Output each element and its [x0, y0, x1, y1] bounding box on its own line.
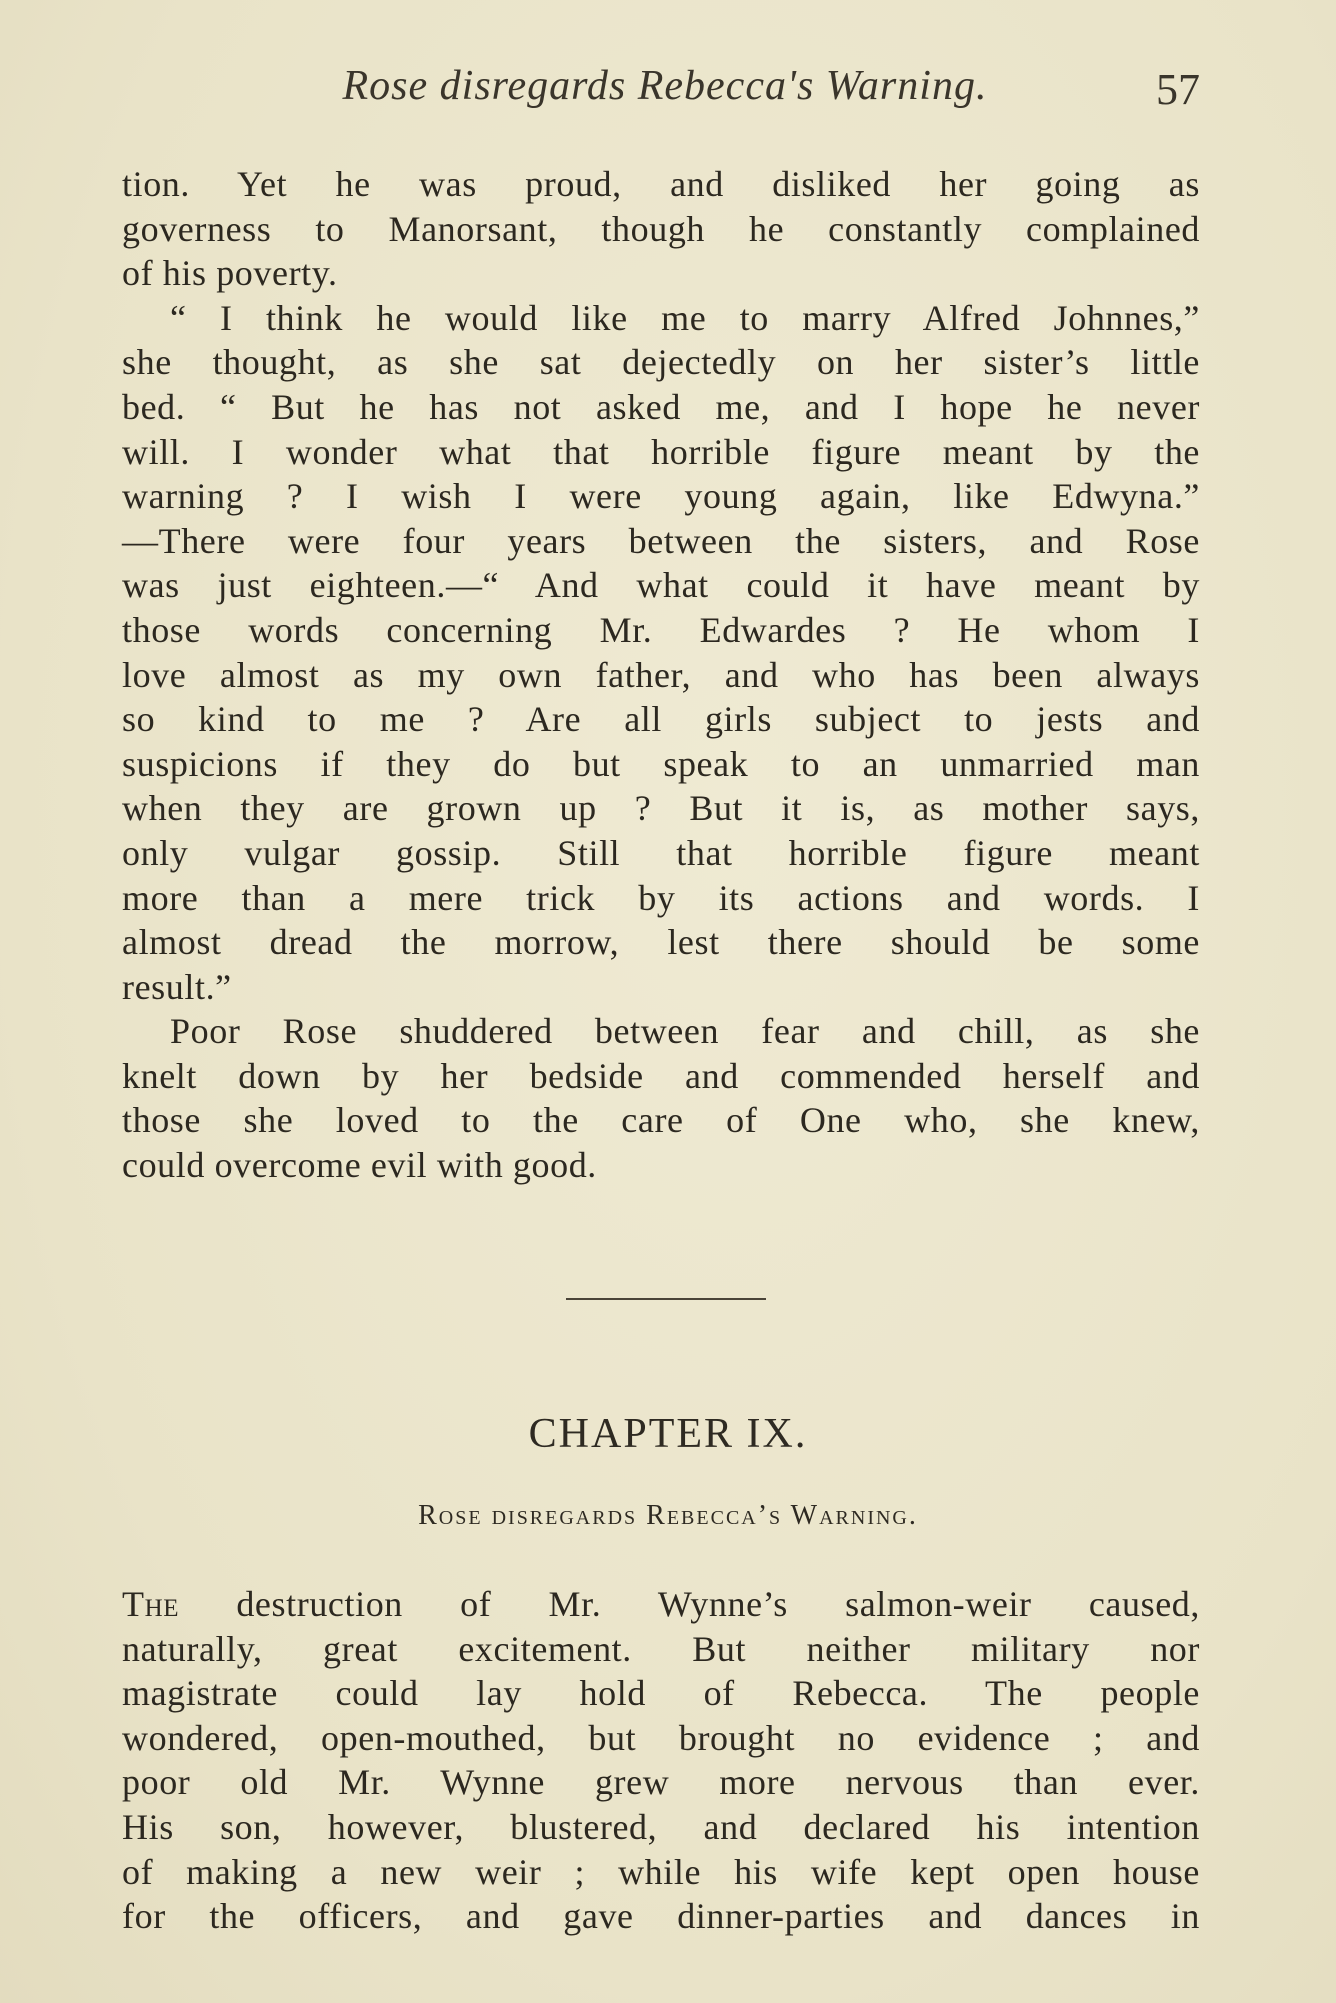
- text-line: more than a mere trick by its actions and words. I: [122, 877, 1200, 918]
- text-line: so kind to me ? Are all girls subject to jests and: [122, 699, 1200, 740]
- paragraph-2: [122, 296, 1200, 1010]
- text-line: His son, however, blustered, and declared his intention: [122, 1806, 1200, 1847]
- text-line: —There were four years between the sisters, and Rose: [122, 520, 1200, 561]
- text-line: was just eighteen.—“ And what could it have meant by: [122, 565, 1200, 606]
- text-line: she thought, as she sat dejectedly on her sister’s little: [122, 342, 1200, 383]
- text-line: when they are grown up ? But it is, as mother says,: [122, 788, 1200, 829]
- text-line: result.”: [122, 966, 232, 1007]
- text-line-first: [122, 1582, 1200, 1627]
- text-line: of making a new weir ; while his wife kept open house: [122, 1851, 1200, 1892]
- running-title: Rose disregards Rebecca's Warning.: [342, 63, 988, 109]
- body-text-chapter: [122, 1582, 1200, 1939]
- text-line: only vulgar gossip. Still that horrible figure meant: [122, 832, 1200, 873]
- text-line: for the officers, and gave dinner-parties and dances in: [122, 1896, 1200, 1937]
- text-line: warning ? I wish I were young again, like Edwyna.”: [122, 476, 1200, 517]
- text-line: those words concerning Mr. Edwardes ? He whom I: [122, 609, 1200, 650]
- text-line: wondered, open-mouthed, but brought no evidence ; and: [122, 1717, 1200, 1758]
- text-line: knelt down by her bedside and commended herself and: [122, 1055, 1200, 1096]
- page-number: 57: [1156, 65, 1200, 114]
- text-line: will. I wonder what that horrible figure meant by the: [122, 431, 1200, 472]
- text-line: Poor Rose shuddered between fear and chill, as she: [170, 1011, 1200, 1052]
- paragraph-1: [122, 162, 1200, 296]
- text-line: “ I think he would like me to marry Alfred Johnnes,”: [170, 297, 1200, 338]
- running-head: [120, 62, 1210, 122]
- text-line: suspicions if they do but speak to an unmarried man: [122, 743, 1200, 784]
- text-line: naturally, great excitement. But neither military nor: [122, 1628, 1200, 1669]
- text-line: tion. Yet he was proud, and disliked her going as: [122, 164, 1200, 204]
- paragraph-chapter-1: [122, 1582, 1200, 1939]
- paragraph-3: [122, 1009, 1200, 1187]
- text-line: bed. “ But he has not asked me, and I hope he never: [122, 386, 1200, 427]
- text-line: love almost as my own father, and who has been always: [122, 654, 1200, 695]
- text-line: governess to Manorsant, though he constantly complained: [122, 208, 1200, 249]
- text-line: almost dread the morrow, lest there should be some: [122, 922, 1200, 963]
- section-divider: [566, 1298, 766, 1300]
- text-line: could overcome evil with good.: [122, 1145, 597, 1186]
- chapter-subtitle: [0, 1500, 1336, 1532]
- text-line-rest: destruction of Mr. Wynne’s salmon-weir caused,: [179, 1584, 1200, 1624]
- text-line: those she loved to the care of One who, she knew,: [122, 1100, 1200, 1141]
- chapter-subtitle-text: Rose disregards Rebecca’s Warning.: [418, 1500, 918, 1531]
- body-text-top: [122, 162, 1200, 1188]
- lead-word: The: [122, 1584, 180, 1624]
- text-line: magistrate could lay hold of Rebecca. The people: [122, 1673, 1200, 1714]
- chapter-heading: CHAPTER IX.: [528, 1411, 808, 1457]
- text-line: of his poverty.: [122, 253, 338, 294]
- text-line: poor old Mr. Wynne grew more nervous than ever.: [122, 1762, 1200, 1803]
